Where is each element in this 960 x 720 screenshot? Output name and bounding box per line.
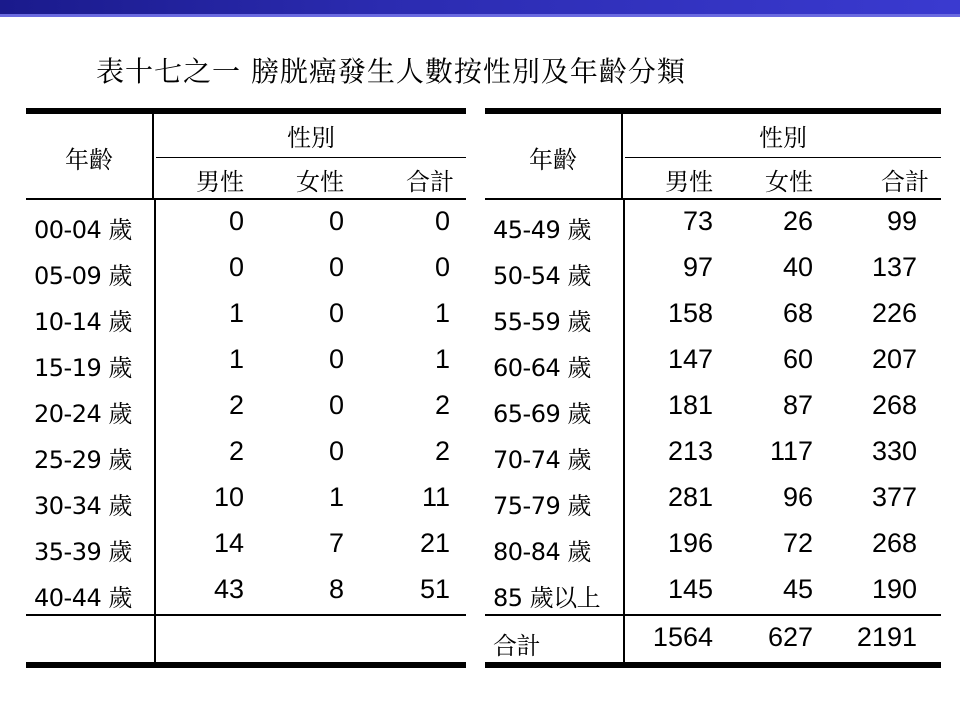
male-count-cell: 213 — [667, 436, 713, 466]
header-age: 年齡 — [26, 114, 154, 200]
grand-total-row — [485, 616, 941, 662]
total-count-cell: 330 — [871, 436, 917, 466]
total-count-cell: 2 — [434, 436, 450, 466]
table-row — [485, 292, 941, 338]
table-row — [485, 384, 941, 430]
table-header — [485, 114, 941, 200]
female-count-cell: 7 — [328, 528, 344, 558]
age-group-cell: 35-39 歲 — [34, 538, 132, 566]
table-row — [485, 568, 941, 614]
bottom-rule — [485, 662, 941, 668]
grand-total-total: 2191 — [856, 622, 917, 652]
age-group-cell: 80-84 歲 — [493, 538, 591, 566]
male-count-cell: 2 — [228, 390, 244, 420]
total-count-cell: 51 — [419, 574, 450, 604]
female-count-cell: 40 — [782, 252, 813, 282]
male-count-cell: 145 — [667, 574, 713, 604]
age-group-cell: 40-44 歲 — [34, 584, 132, 612]
female-count-cell: 1 — [328, 482, 344, 512]
age-group-cell: 85 歲以上 — [493, 584, 601, 612]
female-count-cell: 117 — [769, 436, 813, 466]
table-row — [26, 246, 466, 292]
male-count-cell: 73 — [682, 206, 713, 236]
male-count-cell: 281 — [667, 482, 713, 512]
header-sex-group: 性別 — [156, 114, 466, 158]
header-male: 男性 — [196, 167, 244, 196]
male-count-cell: 1 — [228, 298, 244, 328]
age-group-cell: 20-24 歲 — [34, 400, 132, 428]
male-count-cell: 1 — [228, 344, 244, 374]
header-female: 女性 — [765, 167, 813, 196]
age-group-cell: 05-09 歲 — [34, 262, 132, 290]
total-count-cell: 1 — [434, 298, 450, 328]
total-count-cell: 21 — [419, 528, 450, 558]
header-total: 合計 — [406, 167, 454, 196]
total-count-cell: 268 — [871, 528, 917, 558]
table-row — [26, 522, 466, 568]
male-count-cell: 14 — [213, 528, 244, 558]
male-count-cell: 147 — [667, 344, 713, 374]
female-count-cell: 0 — [328, 206, 344, 236]
header-sex-group: 性別 — [625, 114, 941, 158]
total-count-cell: 377 — [871, 482, 917, 512]
female-count-cell: 87 — [782, 390, 813, 420]
table-row — [485, 522, 941, 568]
table-row — [26, 476, 466, 522]
male-count-cell: 43 — [213, 574, 244, 604]
table-row — [26, 338, 466, 384]
total-count-cell: 268 — [871, 390, 917, 420]
age-group-cell: 45-49 歲 — [493, 216, 591, 244]
age-group-cell: 10-14 歲 — [34, 308, 132, 336]
female-count-cell: 0 — [328, 344, 344, 374]
total-count-cell: 137 — [871, 252, 917, 282]
male-count-cell: 0 — [228, 206, 244, 236]
table-row — [26, 430, 466, 476]
total-count-cell: 11 — [421, 482, 450, 512]
header-total: 合計 — [881, 167, 929, 196]
table-row — [485, 476, 941, 522]
page-title: 表十七之一 膀胱癌發生人數按性別及年齡分類 — [96, 55, 686, 88]
table-row — [485, 246, 941, 292]
female-count-cell: 96 — [782, 482, 813, 512]
male-count-cell: 181 — [667, 390, 713, 420]
header-male: 男性 — [665, 167, 713, 196]
female-count-cell: 0 — [328, 298, 344, 328]
male-count-cell: 196 — [667, 528, 713, 558]
male-count-cell: 2 — [228, 436, 244, 466]
table-right — [485, 108, 941, 668]
male-count-cell: 97 — [682, 252, 713, 282]
table-row — [26, 384, 466, 430]
age-group-cell: 55-59 歲 — [493, 308, 591, 336]
age-group-cell: 75-79 歲 — [493, 492, 591, 520]
table-body — [26, 200, 466, 614]
total-count-cell: 207 — [871, 344, 917, 374]
header-female: 女性 — [296, 167, 344, 196]
table-row — [26, 200, 466, 246]
table-row — [485, 338, 941, 384]
total-count-cell: 0 — [434, 206, 450, 236]
total-count-cell: 2 — [434, 390, 450, 420]
slide-top-bar — [0, 0, 960, 14]
total-count-cell: 99 — [886, 206, 917, 236]
male-count-cell: 158 — [667, 298, 713, 328]
table-body — [485, 200, 941, 614]
age-group-cell: 50-54 歲 — [493, 262, 591, 290]
age-group-cell: 65-69 歲 — [493, 400, 591, 428]
age-group-cell: 70-74 歲 — [493, 446, 591, 474]
table-left — [26, 108, 466, 668]
age-group-cell: 30-34 歲 — [34, 492, 132, 520]
age-group-cell: 60-64 歲 — [493, 354, 591, 382]
total-row-empty — [26, 616, 466, 662]
female-count-cell: 0 — [328, 390, 344, 420]
female-count-cell: 0 — [328, 252, 344, 282]
total-count-cell: 226 — [871, 298, 917, 328]
table-row — [26, 568, 466, 614]
table-row — [26, 292, 466, 338]
male-count-cell: 0 — [228, 252, 244, 282]
female-count-cell: 72 — [782, 528, 813, 558]
female-count-cell: 68 — [782, 298, 813, 328]
male-count-cell: 10 — [213, 482, 244, 512]
total-count-cell: 1 — [434, 344, 450, 374]
table-header — [26, 114, 466, 200]
table-row — [485, 200, 941, 246]
total-count-cell: 190 — [871, 574, 917, 604]
age-group-cell: 15-19 歲 — [34, 354, 132, 382]
female-count-cell: 45 — [782, 574, 813, 604]
grand-total-female: 627 — [767, 622, 813, 652]
table-row — [485, 430, 941, 476]
age-group-cell: 00-04 歲 — [34, 216, 132, 244]
grand-total-label: 合計 — [493, 632, 540, 660]
grand-total-male: 1564 — [652, 622, 713, 652]
bottom-rule — [26, 662, 466, 668]
female-count-cell: 0 — [328, 436, 344, 466]
total-count-cell: 0 — [434, 252, 450, 282]
female-count-cell: 8 — [328, 574, 344, 604]
age-group-cell: 25-29 歲 — [34, 446, 132, 474]
female-count-cell: 26 — [782, 206, 813, 236]
female-count-cell: 60 — [782, 344, 813, 374]
column-divider — [154, 616, 156, 662]
header-age: 年齡 — [485, 114, 623, 200]
